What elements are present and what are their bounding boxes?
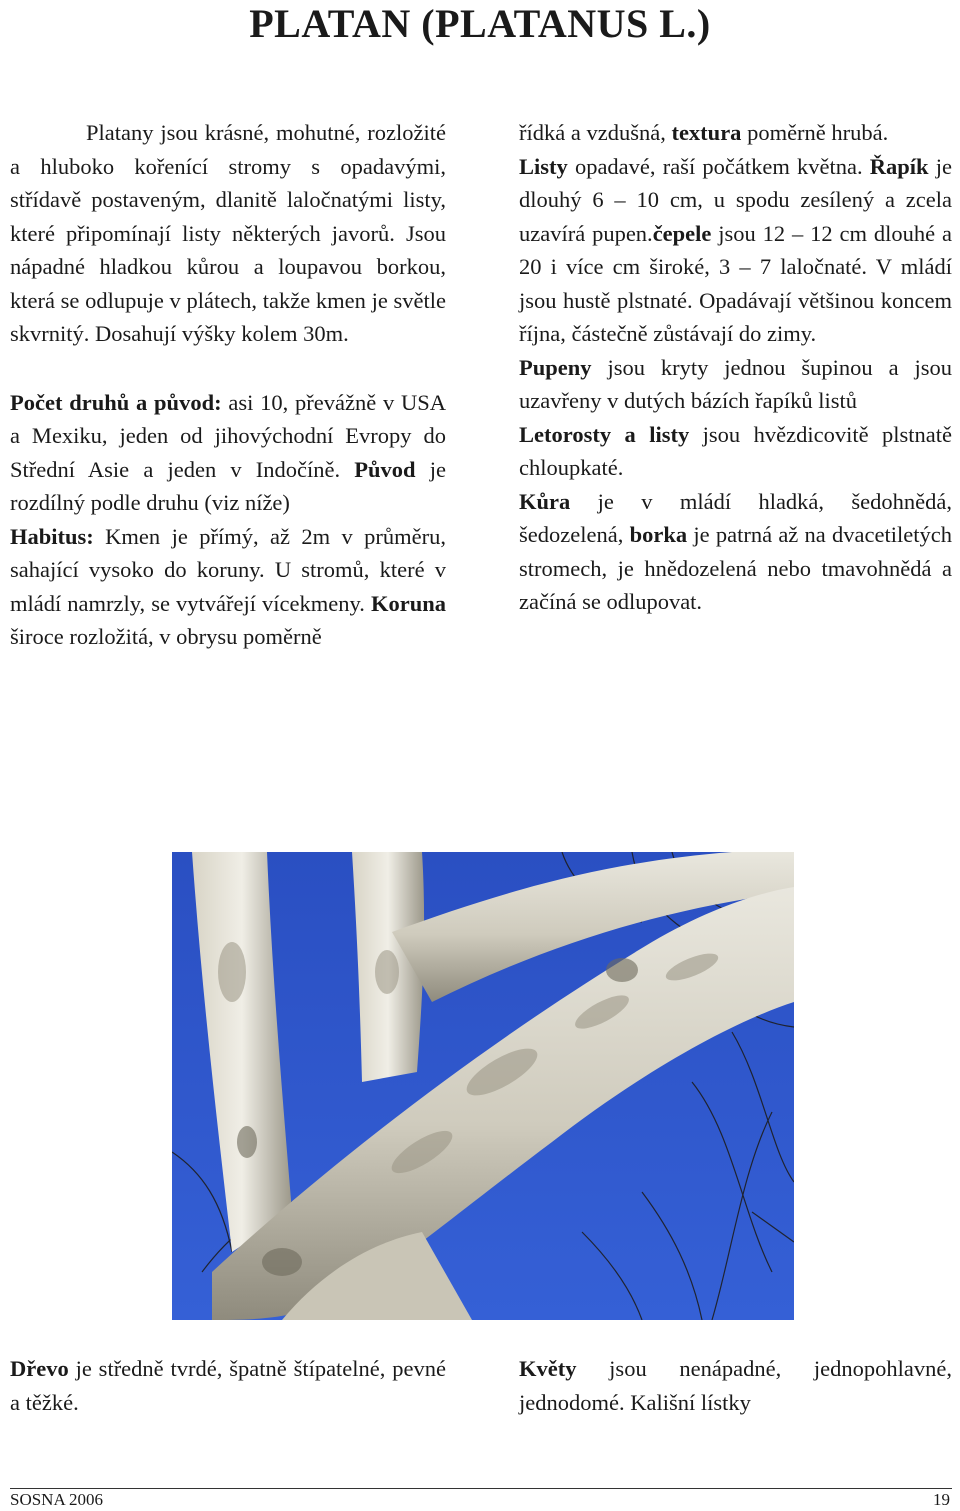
page-title: PLATAN (PLATANUS L.) (249, 1, 711, 46)
petiole-label: Řapík (869, 153, 929, 179)
bark-label: Kůra (519, 488, 571, 514)
footer-divider (10, 1488, 952, 1489)
habitus-label: Habitus: (10, 523, 94, 549)
species-origin-paragraph: Počet druhů a původ: asi 10, převážně v USA a Mexiku, jeden od jihovýchodní Evropy do Střední Asie a jeden v Indočíně. Původ je rozdílný podle druhu (viz níže) (10, 389, 446, 515)
texture-paragraph: řídká a vzdušná, textura poměrně hrubá. (519, 120, 889, 145)
plane-tree-bark-photo (172, 852, 794, 1320)
buds-paragraph: Pupeny jsou kryty jednou šupinou a jsou uzavřeny v dutých bázích řapíků listů (519, 354, 952, 413)
wood-paragraph: Dřevo je středně tvrdé, špatně štípatelné, pevné a těžké. (10, 1356, 446, 1415)
texture-label: textura (671, 120, 742, 145)
right-column (519, 116, 952, 619)
crown-label: Koruna (370, 590, 446, 616)
shoots-label: Letorosty a listy (519, 421, 690, 447)
blade-label: čepele (652, 220, 712, 246)
wood-label: Dřevo (10, 1356, 69, 1381)
page-number: 19 (933, 1490, 950, 1509)
footer-publication: SOSNA 2006 (10, 1490, 104, 1509)
species-origin-label: Počet druhů a původ: (10, 389, 222, 415)
habitus-paragraph: Habitus: Kmen je přímý, až 2m v průměru, sahající vysoko do koruny. U stromů, které v mládí namrzly, se vytvářejí vícekmeny. Koruna široce rozložitá, v obrysu poměrně (10, 523, 446, 649)
outer-bark-label: borka (629, 522, 688, 547)
bark-paragraph: Kůra je v mládí hladká, šedohnědá, šedozelená, borka je patrná až na dvacetiletých stromech, je hnědozelená nebo tmavohnědá a začíná se odlupovat. (519, 488, 952, 614)
bark-illustration (172, 852, 794, 1320)
origin-label: Původ (354, 456, 416, 482)
flowers-paragraph: Květy jsou nenápadné, jednopohlavné, jednodomé. Kališní lístky (519, 1356, 952, 1415)
left-column (10, 116, 446, 654)
flowers-label: Květy (519, 1356, 577, 1381)
leaves-label: Listy (519, 153, 568, 179)
leaves-paragraph: Listy opadavé, raší počátkem května. Řapík je dlouhý 6 – 10 cm, u spodu zesílený a zcela uzavírá pupen.čepele jsou 12 – 12 cm dlouhé a 20 i více cm široké, 3 – 7 laločnaté. V mládí jsou hustě plstnaté. Opadávají většinou koncem října, částečně zůstávají do zimy. (519, 153, 952, 346)
buds-label: Pupeny (519, 354, 592, 380)
intro-paragraph: Platany jsou krásné, mohutné, rozložité a hluboko kořenící stromy s opadavými, střídavě postaveným, dlanitě laločnatými listy, které připomínají listy některých javorů. Jsou nápadné hladkou kůrou a loupavou borkou, která se odlupuje v plátech, takže kmen je světle skvrnitý. Dosahují výšky kolem 30m. (10, 120, 446, 346)
shoots-paragraph: Letorosty a listy jsou hvězdicovitě plstnatě chloupkaté. (519, 421, 952, 480)
